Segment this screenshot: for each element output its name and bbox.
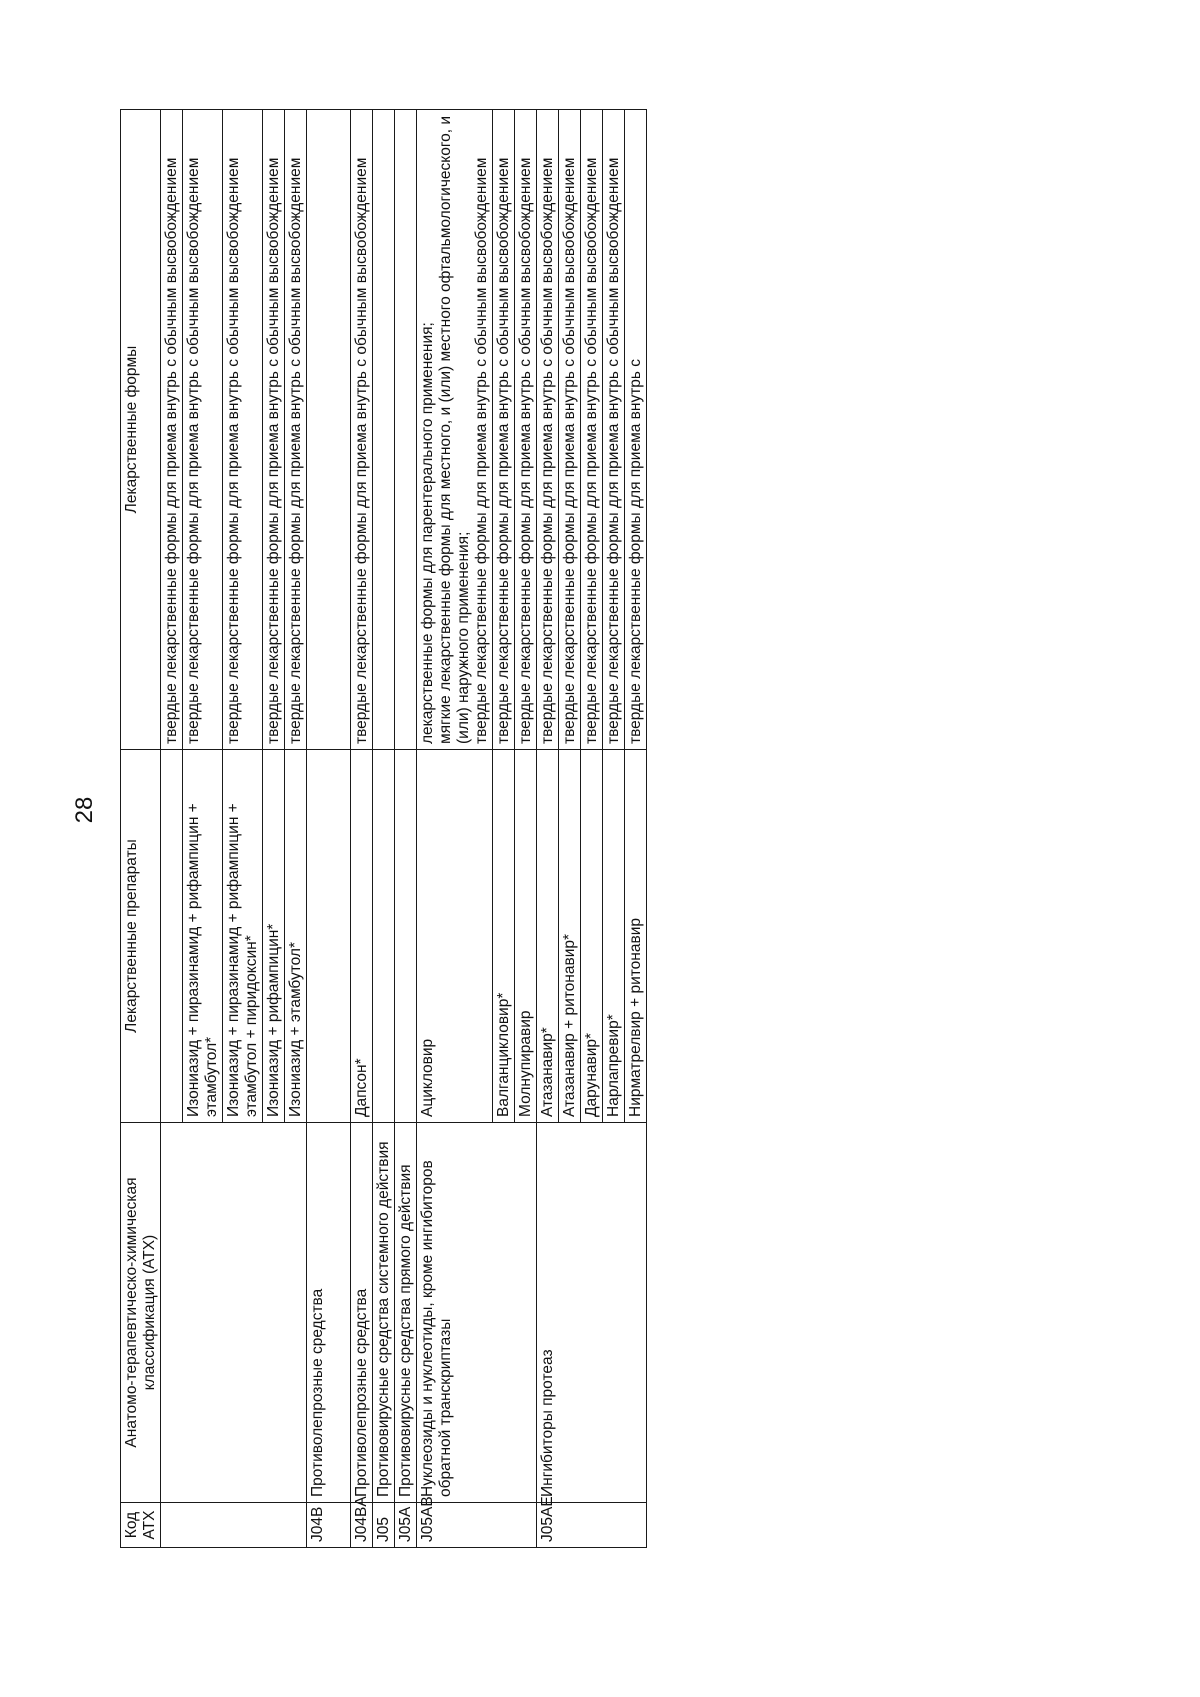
- cell-code: J05A: [395, 1503, 417, 1548]
- cell-drug: Нирматрелвир + ритонавир: [625, 750, 647, 1123]
- table-row: [161, 110, 183, 1548]
- table-body: [161, 110, 647, 1548]
- table-row: [307, 110, 351, 1548]
- cell-drug: Молнупиравир: [515, 750, 537, 1123]
- cell-forms: твердые лекарственные формы для приема внутрь с обычным высвобождением: [515, 110, 537, 750]
- table-row: [351, 110, 373, 1548]
- cell-code: [161, 1503, 307, 1548]
- cell-forms: твердые лекарственные формы для приема внутрь с обычным высвобождением: [581, 110, 603, 750]
- cell-code: J05: [373, 1503, 395, 1548]
- cell-drug: Дапсон*: [351, 750, 373, 1123]
- cell-forms: твердые лекарственные формы для приема внутрь с обычным высвобождением: [223, 110, 263, 750]
- cell-drug: [307, 750, 351, 1123]
- cell-forms: твердые лекарственные формы для приема внутрь с обычным высвобождением: [183, 110, 223, 750]
- cell-drug: [161, 750, 183, 1123]
- table-row: [373, 110, 395, 1548]
- cell-forms: твердые лекарственные формы для приема внутрь с обычным высвобождением: [603, 110, 625, 750]
- header-code: Код АТХ: [121, 1503, 161, 1548]
- header-classification: Анатомо-терапевтическо-химическая классификация (АТХ): [121, 1123, 161, 1503]
- cell-code: J05AE: [537, 1503, 647, 1548]
- cell-class: Противовирусные средства системного действия: [373, 1123, 395, 1503]
- cell-class: Нуклеозиды и нуклеотиды, кроме ингибиторов обратной транскриптазы: [417, 1123, 537, 1503]
- cell-drug: Валганцикловир*: [493, 750, 515, 1123]
- cell-drug: Атазанавир*: [537, 750, 559, 1123]
- table-row: [417, 110, 493, 1548]
- table-header-row: [121, 110, 161, 1548]
- cell-drug: Изониазид + этамбутол*: [285, 750, 307, 1123]
- cell-drug: Атазанавир + ритонавир*: [559, 750, 581, 1123]
- cell-drug: Ацикловир: [417, 750, 493, 1123]
- cell-class: [161, 1123, 307, 1503]
- cell-drug: Изониазид + пиразинамид + рифампицин + этамбутол*: [183, 750, 223, 1123]
- cell-class: Противолепрозные средства: [351, 1123, 373, 1503]
- cell-forms: твердые лекарственные формы для приема внутрь с обычным высвобождением: [161, 110, 183, 750]
- cell-drug: Дарунавир*: [581, 750, 603, 1123]
- cell-code: J04BA: [351, 1503, 373, 1548]
- cell-forms: [395, 110, 417, 750]
- cell-class: Ингибиторы протеаз: [537, 1123, 647, 1503]
- cell-drug: [373, 750, 395, 1123]
- cell-forms: твердые лекарственные формы для приема внутрь с обычным высвобождением: [285, 110, 307, 750]
- cell-class: Противовирусные средства прямого действия: [395, 1123, 417, 1503]
- cell-forms: твердые лекарственные формы для приема внутрь с: [625, 110, 647, 750]
- rotated-table-container: [120, 110, 1070, 1548]
- cell-forms: твердые лекарственные формы для приема внутрь с обычным высвобождением: [351, 110, 373, 750]
- cell-forms: [307, 110, 351, 750]
- cell-code: J04B: [307, 1503, 351, 1548]
- cell-drug: Изониазид + пиразинамид + рифампицин + этамбутол + пиридоксин*: [223, 750, 263, 1123]
- cell-forms: твердые лекарственные формы для приема внутрь с обычным высвобождением: [559, 110, 581, 750]
- drug-table: [120, 109, 647, 1548]
- header-drugs: Лекарственные препараты: [121, 750, 161, 1123]
- header-forms: Лекарственные формы: [121, 110, 161, 750]
- cell-class: Противолепрозные средства: [307, 1123, 351, 1503]
- cell-drug: Нарлапревир*: [603, 750, 625, 1123]
- cell-forms: твердые лекарственные формы для приема внутрь с обычным высвобождением: [537, 110, 559, 750]
- cell-forms: [373, 110, 395, 750]
- table-row: [537, 110, 559, 1548]
- cell-drug: Изониазид + рифампицин*: [263, 750, 285, 1123]
- cell-code: J05AB: [417, 1503, 537, 1548]
- page-number: 28: [71, 796, 98, 824]
- table-row: [395, 110, 417, 1548]
- cell-forms: твердые лекарственные формы для приема внутрь с обычным высвобождением: [493, 110, 515, 750]
- cell-forms: твердые лекарственные формы для приема внутрь с обычным высвобождением: [263, 110, 285, 750]
- cell-drug: [395, 750, 417, 1123]
- cell-forms: лекарственные формы для парентерального применения; мягкие лекарственные формы для местного, и (или) местного офтальмологического, и (или) наружного применения; твердые лекарственные формы для приема внутрь с обычным высвобождением: [417, 110, 493, 750]
